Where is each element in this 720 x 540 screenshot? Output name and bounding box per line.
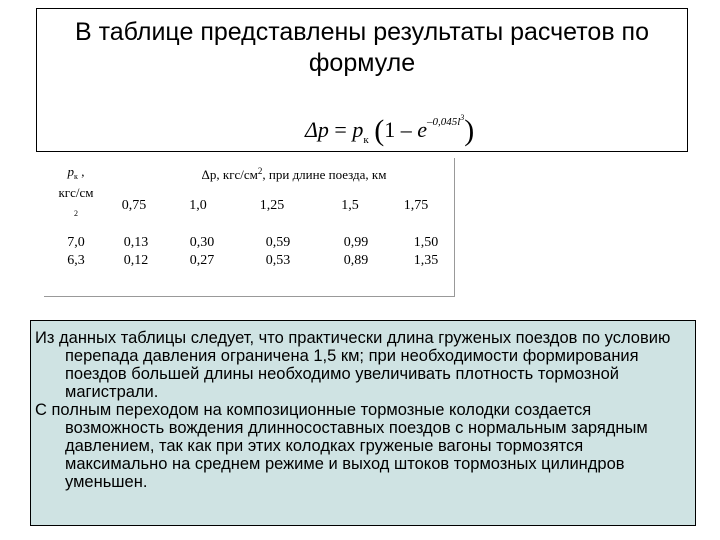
- conclusion-text-box: [30, 320, 696, 526]
- table-cell: 0,30: [189, 235, 215, 250]
- distance-header: 0,75: [121, 198, 147, 213]
- formula-paren-open: (: [374, 114, 385, 147]
- table-cell: 0,27: [189, 253, 215, 268]
- values-cell: [330, 234, 382, 270]
- table-cell: 0,59: [265, 235, 291, 250]
- conclusion-paragraph: С полным переходом на композиционные тормозные колодки создается возможность вождения длинносоставных поездов с нормальным зарядным давлением, так как при этих колодках груженые вагоны тормозятся максимально на среднем режиме и выход штоков тормозных цилиндров уменьшен.: [35, 401, 648, 491]
- formula-exponent-sup: 3: [460, 113, 465, 122]
- table-cell: 1,50: [413, 235, 439, 250]
- formula-p-sub: к: [363, 134, 369, 146]
- table-cell: 0,99: [343, 235, 369, 250]
- formula-eq: =: [334, 117, 347, 142]
- table-cell: 6,3: [67, 253, 85, 268]
- table-cell: 0,13: [123, 235, 149, 250]
- pk-header-unit: кгс/см: [58, 185, 94, 200]
- formula-e: e: [417, 117, 427, 142]
- values-cell: [110, 234, 162, 270]
- values-cell: [252, 234, 304, 270]
- pk-header-symbol: p: [67, 164, 75, 179]
- title-box: [36, 8, 688, 152]
- values-cell: [400, 234, 452, 270]
- distance-header: 1,5: [341, 198, 359, 213]
- results-table: [44, 158, 455, 297]
- table-cell: 0,12: [123, 253, 149, 268]
- table-cell: 1,35: [413, 253, 439, 268]
- table-cell: 0,89: [343, 253, 369, 268]
- distance-header: 1,75: [403, 198, 429, 213]
- formula-p: p: [352, 117, 364, 142]
- pk-values-cell: [48, 234, 104, 270]
- formula-lhs: Δp: [305, 117, 329, 142]
- distance-header: 1,0: [189, 198, 207, 213]
- formula: [305, 113, 535, 149]
- values-cell: [176, 234, 228, 270]
- delta-p-header: [144, 166, 444, 183]
- slide-title: В таблице представлены результаты расчетов по формуле: [74, 18, 649, 77]
- pk-header-unit-sub: 2: [74, 209, 78, 218]
- pk-header-sub: к: [74, 172, 78, 181]
- formula-paren-close: ): [464, 114, 475, 147]
- delta-p-header-tail: , при длине поезда, км: [262, 167, 387, 182]
- formula-minus: –: [400, 117, 412, 142]
- table-cell: 7,0: [67, 235, 85, 250]
- distance-header: 1,25: [259, 198, 285, 213]
- formula-one: 1: [384, 117, 396, 142]
- formula-exponent: –0,045l: [426, 116, 461, 128]
- table-cell: 0,53: [265, 253, 291, 268]
- delta-p-header-text: Δp, кгс/см: [201, 167, 258, 182]
- pk-header: $p_к$ , кгс/см $_2$: [58, 164, 94, 218]
- delta-p-header-sup: 2: [257, 166, 263, 176]
- conclusion-paragraph: Из данных таблицы следует, что практически длина груженых поездов по условию перепада давления ограничена 1,5 км; при необходимости формирования поездов большей длины необходимо увеличивать плотность тормозной магистрали.: [35, 329, 671, 401]
